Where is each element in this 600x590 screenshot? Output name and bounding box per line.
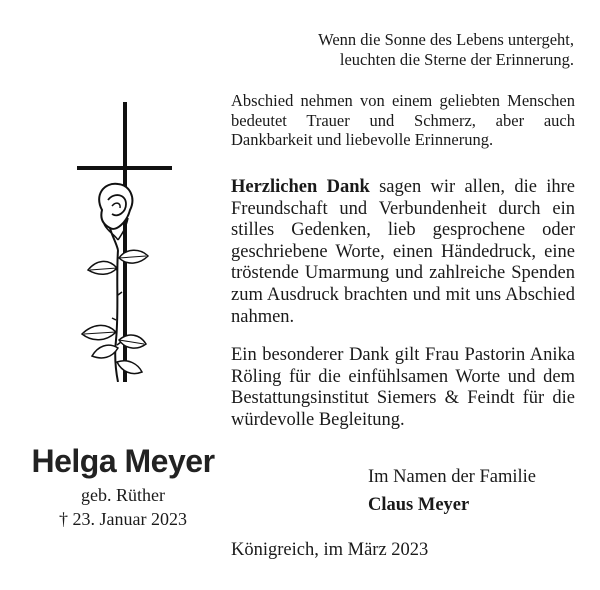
signature-line: Im Namen der Familie xyxy=(368,467,536,487)
motto-line-1: Wenn die Sonne des Lebens untergeht, xyxy=(318,30,574,49)
signer-name: Claus Meyer xyxy=(368,495,470,515)
motto-line-2: leuchten die Sterne der Erinnerung. xyxy=(339,50,574,69)
birth-name: geb. Rüther xyxy=(81,485,165,505)
thanks-paragraph xyxy=(231,177,575,328)
intro-text: Abschied nehmen von einem geliebten Menschen bedeutet Trauer und Schmerz, aber auch Dankbarkeit und liebevolle Erinnerung. xyxy=(231,91,575,149)
death-date: † 23. Januar 2023 xyxy=(59,509,187,529)
deceased-name: Helga Meyer xyxy=(31,443,215,479)
special-thanks-paragraph: Ein besonderer Dank gilt Frau Pastorin Anika Röling für die einfühlsamen Worte und dem Bestattungsinstitut Siemers & Feindt für die würdevolle Begleitung. xyxy=(231,345,575,430)
thanks-text: sagen wir allen, die ihre Freundschaft und Verbundenheit durch ein stilles Gedenken, lieb gesprochene oder geschriebene Worte, einen Händedruck, eine tröstende Umarmung und zahlreiche Spenden zum Ausdruck brachten und mit uns Abschied nahmen. xyxy=(231,177,575,327)
motto xyxy=(214,30,574,70)
cross-with-rose-icon xyxy=(72,100,182,382)
place-date: Königreich, im März 2023 xyxy=(231,540,429,560)
thanks-lead: Herzlichen Dank xyxy=(231,177,370,197)
